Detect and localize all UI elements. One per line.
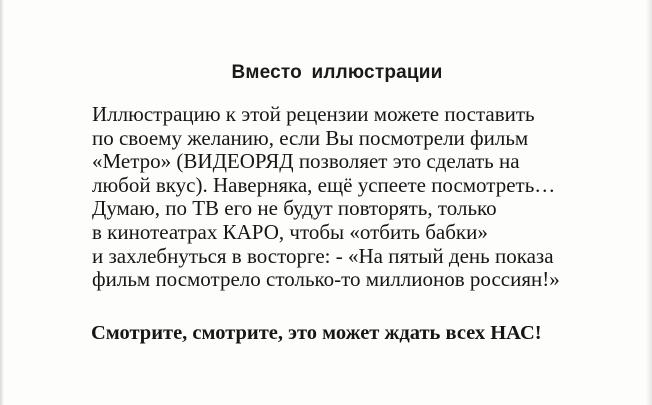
document-title: Вместо иллюстрации — [231, 62, 443, 83]
paragraph-line: и захлебнуться в восторге: - «На пятый день показа — [92, 243, 554, 268]
body-paragraph — [92, 103, 560, 292]
paragraph-line: «Метро» (ВИДЕОРЯД позволяет это сделать на — [92, 149, 520, 174]
paragraph-line: фильм посмотрело столько-то миллионов россиян!» — [92, 267, 560, 292]
paragraph-line: Думаю, по ТВ его не будут повторять, только — [92, 196, 497, 221]
paragraph-line: Иллюстрацию к этой рецензии можете поставить — [92, 102, 535, 126]
scan-shadow-left — [0, 0, 4, 405]
paragraph-line: любой вкус). Наверняка, ещё успеете посмотреть… — [92, 172, 556, 197]
paragraph-line: по своему желанию, если Вы посмотрели фильм — [92, 125, 529, 150]
paragraph-line: в кинотеатрах КАРО, чтобы «отбить бабки» — [92, 219, 488, 244]
scan-shadow-right — [646, 0, 652, 405]
closing-statement: Смотрите, смотрите, это может ждать всех НАС! — [91, 322, 542, 344]
